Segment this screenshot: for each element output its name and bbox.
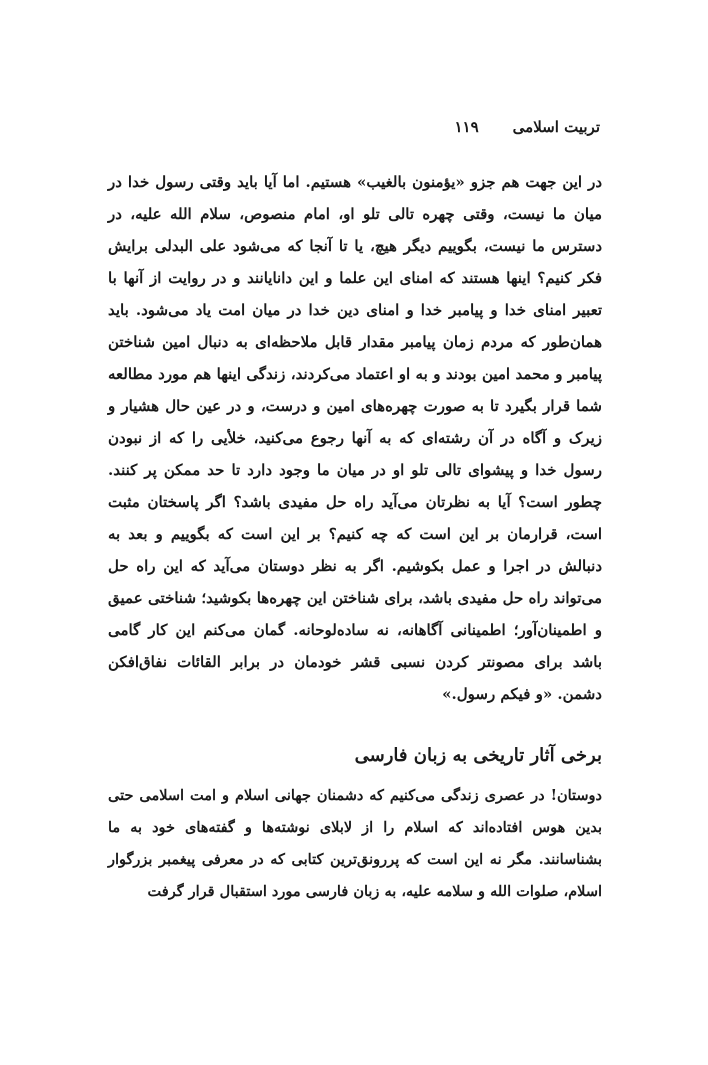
page-number: ۱۱۹	[454, 118, 479, 136]
body-paragraph-1: در این جهت هم جزو «یؤمنون بالغیب» هستیم. اما آیا باید وقتی رسول خدا در میان ما نیست، وقتی چهره تالی تلو او، امام منصوص، سلام الله علیه، در دسترس ما نیست، بگوییم دیگر هیچ، یا تا آنجا که می‌شود علی البدلی برایش فکر کنیم؟ اینها هستند که امنای این علما و این دانایانند و در روایت از آنها با تعبیر امنای خدا و پیامبر خدا و امنای دین خدا در میان امت یاد می‌شود. باید همان‌طور که مردم زمان پیامبر مقدار قابل ملاحظه‌ای به دنبال امین شناختن پیامبر و محمد امین بودند و به او اعتماد می‌کردند، زندگی اینها هم مورد مطالعه شما قرار بگیرد تا به صورت چهره‌های امین و درست، و در عین حال هشیار و زیرک و آگاه در آن رشته‌ای که به آنها رجوع می‌کنید، خلأیی را که از نبودن رسول خدا و پیشوای تالی تلو او در میان ما وجود دارد تا حد ممکن پر کنند. چطور است؟ آیا به نظرتان می‌آید راه حل مفیدی باشد؟ اگر پاسختان مثبت است، قرارمان بر این است که چه کنیم؟ بر این است که بگوییم و بعد به دنبالش در اجرا و عمل بکوشیم. اگر به نظر دوستان می‌آید که این راه حل می‌تواند راه حل مفیدی باشد، برای شناختن این چهره‌ها بکوشید؛ شناختی عمیق و اطمینان‌آور؛ اطمینانی آگاهانه، نه ساده‌لوحانه. گمان می‌کنم این کار گامی باشد برای مصونتر کردن نسبی قشر خودمان در برابر القائات نفاق‌افکن دشمن. «و فیکم رسول.»	[108, 173, 602, 703]
body-paragraph-2: دوستان! در عصری زندگی می‌کنیم که دشمنان جهانی اسلام و امت اسلامی حتی بدین هوس افتاده‌اند که اسلام را از لابلای نوشته‌ها و گفته‌های خود به ما بشناسانند. مگر نه این است که پررونق‌ترین کتابی که در معرفی پیغمبر بزرگوار اسلام، صلوات الله و سلامه علیه، به زبان فارسی مورد استقبال قرار گرفت	[108, 787, 602, 900]
book-page	[108, 118, 602, 908]
running-head	[108, 118, 602, 142]
section-heading: برخی آثار تاریخی به زبان فارسی	[354, 745, 602, 766]
running-head-title: تربیت اسلامی	[512, 118, 600, 136]
